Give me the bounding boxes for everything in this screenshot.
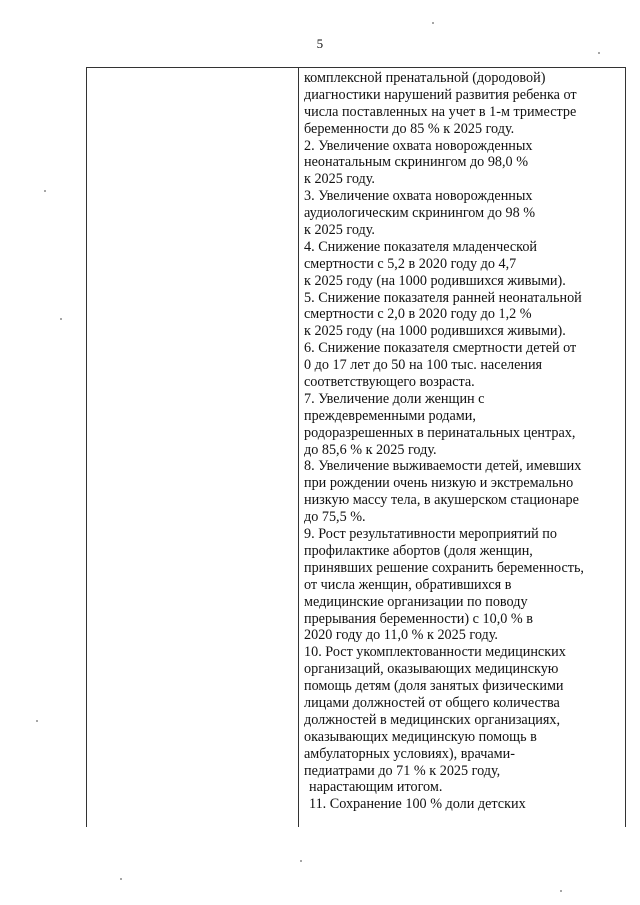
table-left-cell bbox=[87, 68, 298, 827]
table-right-cell bbox=[299, 68, 625, 827]
text-line: 5. Снижение показателя ранней неонатальной bbox=[304, 289, 582, 306]
text-line: родоразрешенных в перинатальных центрах, bbox=[304, 424, 576, 441]
text-line: 10. Рост укомплектованности медицинских bbox=[304, 644, 566, 661]
text-line: комплексной пренатальной (дородовой) bbox=[304, 70, 546, 86]
text-line: смертности с 2,0 в 2020 году до 1,2 % bbox=[304, 306, 532, 323]
text-line: 6. Снижение показателя смертности детей от bbox=[304, 340, 577, 357]
text-line: принявших решение сохранить беременность, bbox=[304, 559, 584, 576]
text-line: профилактике абортов (доля женщин, bbox=[304, 542, 533, 559]
text-line: 2. Увеличение охвата новорожденных bbox=[304, 137, 533, 154]
text-line: организаций, оказывающих медицинскую bbox=[304, 661, 559, 678]
text-line: 7. Увеличение доли женщин с bbox=[304, 390, 485, 407]
text-line: низкую массу тела, в акушерском стационаре bbox=[304, 492, 579, 509]
text-line: смертности с 5,2 в 2020 году до 4,7 bbox=[304, 255, 517, 272]
scan-speck bbox=[44, 190, 46, 192]
text-line: до 85,6 % к 2025 году. bbox=[304, 441, 437, 458]
text-line: 0 до 17 лет до 50 на 100 тыс. населения bbox=[304, 357, 543, 374]
scan-speck bbox=[36, 720, 38, 722]
text-line: аудиологическим скринингом до 98 % bbox=[304, 205, 536, 222]
text-line: преждевременными родами, bbox=[304, 407, 476, 424]
text-line: 9. Рост результативности мероприятий по bbox=[304, 526, 557, 543]
text-line: 2020 году до 11,0 % к 2025 году. bbox=[304, 627, 498, 644]
text-line: 3. Увеличение охвата новорожденных bbox=[304, 188, 533, 205]
text-line: к 2025 году (на 1000 родившихся живыми). bbox=[304, 323, 566, 340]
page-number: 5 bbox=[316, 36, 324, 51]
text-line: 8. Увеличение выживаемости детей, имевших bbox=[304, 458, 582, 475]
text-line: беременности до 85 % к 2025 году. bbox=[304, 120, 515, 137]
scan-speck bbox=[60, 318, 62, 320]
scan-speck bbox=[560, 890, 562, 892]
text-line: к 2025 году. bbox=[304, 171, 375, 188]
text-line: помощь детям (доля занятых физическими bbox=[304, 678, 564, 695]
scan-speck bbox=[300, 860, 302, 862]
document-table bbox=[86, 67, 626, 827]
text-line: до 75,5 %. bbox=[304, 509, 366, 526]
text-line: неонатальным скринингом до 98,0 % bbox=[304, 154, 529, 171]
text-line: лицами должностей от общего количества bbox=[304, 694, 560, 711]
text-line: прерывания беременности) с 10,0 % в bbox=[304, 610, 533, 627]
text-line: от числа женщин, обратившихся в bbox=[304, 576, 512, 593]
text-line: соответствующего возраста. bbox=[304, 374, 475, 391]
text-line: 4. Снижение показателя младенческой bbox=[304, 238, 538, 255]
scan-speck bbox=[432, 22, 434, 24]
text-line: амбулаторных условиях), врачами- bbox=[304, 745, 515, 762]
text-line: диагностики нарушений развития ребенка от bbox=[304, 86, 577, 103]
text-line: при рождении очень низкую и экстремально bbox=[304, 475, 574, 492]
text-line: к 2025 году (на 1000 родившихся живыми). bbox=[304, 272, 566, 289]
text-line: нарастающим итогом. bbox=[309, 779, 443, 796]
text-line: числа поставленных на учет в 1-м триместре bbox=[304, 103, 577, 120]
text-line: оказывающих медицинскую помощь в bbox=[304, 728, 537, 745]
scan-speck bbox=[120, 878, 122, 880]
text-line: 11. Сохранение 100 % доли детских bbox=[309, 796, 526, 813]
scan-speck bbox=[598, 52, 600, 54]
text-line: педиатрами до 71 % к 2025 году, bbox=[304, 762, 501, 779]
text-line: должностей в медицинских организациях, bbox=[304, 711, 561, 728]
text-line: к 2025 году. bbox=[304, 222, 375, 239]
text-line: медицинские организации по поводу bbox=[304, 593, 528, 610]
